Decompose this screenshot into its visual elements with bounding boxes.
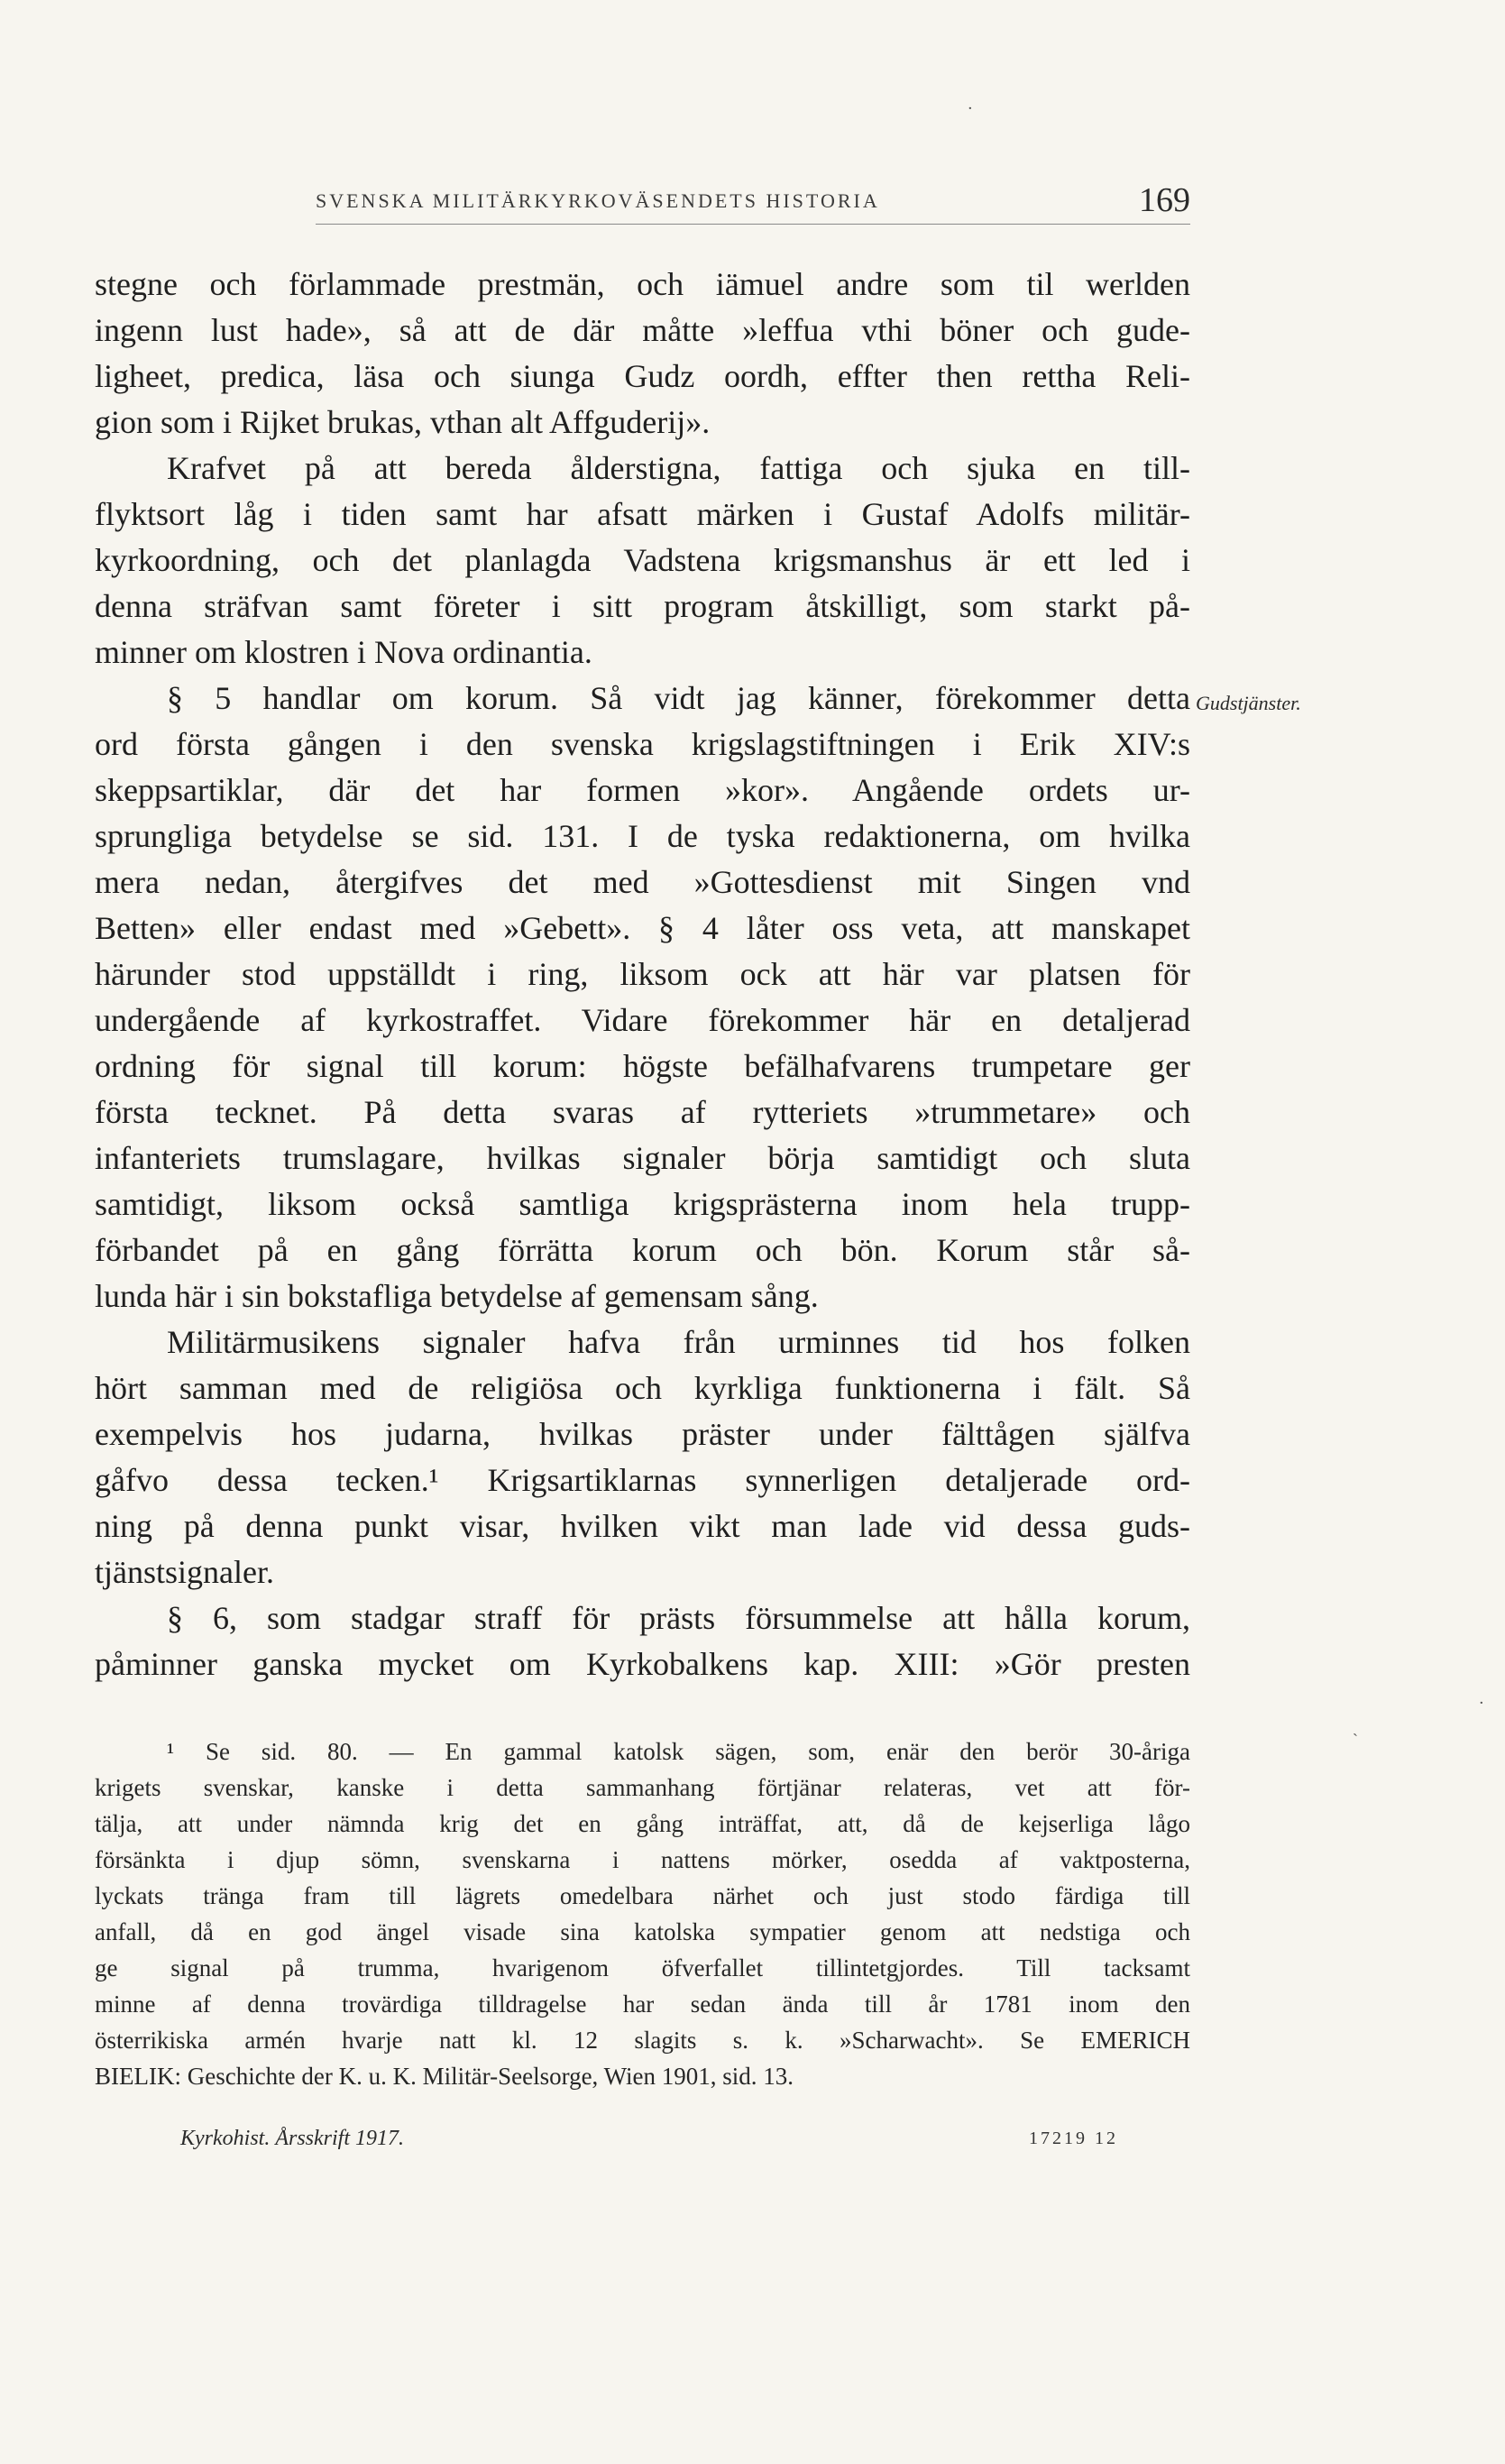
body-line: förbandet på en gång förrätta korum och bön. Korum står så- (95, 1232, 1190, 1268)
footnote-line: minne af denna trovärdiga tilldragelse har sedan ända till år 1781 inom den (95, 1991, 1190, 2018)
body-line: stegne och förlammade prestmän, och iämuel andre som til werlden (95, 266, 1190, 302)
body-line: minner om klostren i Nova ordinantia. (95, 634, 592, 670)
body-line: Krafvet på att bereda ålderstigna, fattiga och sjuka en till- (167, 450, 1190, 486)
body-line: infanteriets trumslagare, hvilkas signaler börja samtidigt och sluta (95, 1140, 1190, 1176)
footnote-line: ¹ Se sid. 80. — En gammal katolsk sägen, som, enär den berör 30-åriga (167, 1738, 1190, 1765)
footnote-line: ge signal på trumma, hvarigenom öfverfallet tillintetgjordes. Till tacksamt (95, 1954, 1190, 1981)
footnote-line: tälja, att under nämnda krig det en gång inträffat, att, då de kejserliga lågo (95, 1810, 1190, 1837)
footnote-line: BIELIK: Geschichte der K. u. K. Militär-Seelsorge, Wien 1901, sid. 13. (95, 2063, 794, 2090)
body-line: härunder stod uppställdt i ring, liksom ock att här var platsen för (95, 956, 1190, 992)
body-line: ord första gången i den svenska krigslagstiftningen i Erik XIV:s (95, 726, 1190, 762)
body-line: denna sträfvan samt företer i sitt program åtskilligt, som starkt på- (95, 588, 1190, 624)
body-line: undergående af kyrkostraffet. Vidare förekommer här en detaljerad (95, 1002, 1190, 1038)
running-title: SVENSKA MILITÄRKYRKOVÄSENDETS HISTORIA (316, 189, 880, 212)
journal-signature: Kyrkohist. Årsskrift 1917. (180, 2127, 405, 2150)
body-line: ordning för signal till korum: högste befälhafvarens trumpetare ger (95, 1048, 1190, 1084)
body-line: gion som i Rijket brukas, vthan alt Affguderij». (95, 404, 711, 440)
body-line: ligheet, predica, läsa och siunga Gudz oordh, effter then rettha Reli- (95, 358, 1190, 394)
body-line: ingenn lust hade», så att de där måtte »leffua vthi böner och gude- (95, 312, 1190, 348)
margin-note: Gudstjänster. (1196, 692, 1301, 714)
signature-line (180, 2127, 1118, 2157)
body-line: första tecknet. På detta svaras af rytteriets »trummetare» och (95, 1094, 1190, 1130)
body-line: Betten» eller endast med »Gebett». § 4 låter oss veta, att manskapet (95, 910, 1190, 946)
printer-signature: 17219 12 (1029, 2128, 1118, 2148)
body-text (95, 262, 1190, 1687)
body-line: mera nedan, återgifves det med »Gottesdienst mit Singen vnd (95, 864, 1190, 900)
body-line: kyrkoordning, och det planlagda Vadstena krigsmanshus är ett led i (95, 542, 1190, 578)
footnote-line: lyckats tränga fram till lägrets omedelbara närhet och just stodo färdiga till (95, 1882, 1190, 1909)
header-rule (316, 224, 1190, 225)
body-line: ning på denna punkt visar, hvilken vikt man lade vid dessa guds- (95, 1508, 1190, 1544)
body-line: samtidigt, liksom också samtliga krigsprästerna inom hela trupp- (95, 1186, 1190, 1222)
page-number: 169 (1139, 181, 1190, 219)
body-line: tjänstsignaler. (95, 1554, 274, 1590)
body-line: gåfvo dessa tecken.¹ Krigsartiklarnas synnerligen detaljerade ord- (95, 1462, 1190, 1498)
footnote-line: försänkta i djup sömn, svenskarna i nattens mörker, osedda af vaktposterna, (95, 1846, 1190, 1873)
footnote-line: krigets svenskar, kanske i detta sammanhang förtjänar relateras, vet att för- (95, 1774, 1190, 1801)
body-line: påminner ganska mycket om Kyrkobalkens kap. XIII: »Gör presten (95, 1646, 1190, 1682)
footnote-line: österrikiska armén hvarje natt kl. 12 slagits s. k. »Scharwacht». Se EMERICH (95, 2027, 1190, 2054)
footnotes (95, 1733, 1190, 2094)
body-line: flyktsort låg i tiden samt har afsatt märken i Gustaf Adolfs militär- (95, 496, 1190, 532)
body-line: Militärmusikens signaler hafva från urminnes tid hos folken (167, 1324, 1190, 1360)
footnote-line: anfall, då en god ängel visade sina katolska sympatier genom att nedstiga och (95, 1918, 1190, 1945)
running-head (95, 181, 1190, 222)
body-line: § 6, som stadgar straff för prästs försummelse att hålla korum, (167, 1600, 1190, 1636)
body-line: exempelvis hos judarna, hvilkas präster under fälttågen själfva (95, 1416, 1190, 1452)
paper-speck: ˏ (1353, 1718, 1358, 1737)
body-line: sprungliga betydelse se sid. 131. I de tyska redaktionerna, om hvilka (95, 818, 1190, 854)
body-line: lunda här i sin bokstafliga betydelse af gemensam sång. (95, 1278, 819, 1314)
body-line: hört samman med de religiösa och kyrkliga funktionerna i fält. Så (95, 1370, 1190, 1406)
paper-speck: · (968, 99, 973, 118)
body-line: skeppsartiklar, där det har formen »kor». Angående ordets ur- (95, 772, 1190, 808)
body-line: § 5 handlar om korum. Så vidt jag känner, förekommer detta (167, 680, 1190, 716)
paper-speck: · (1479, 1694, 1484, 1713)
